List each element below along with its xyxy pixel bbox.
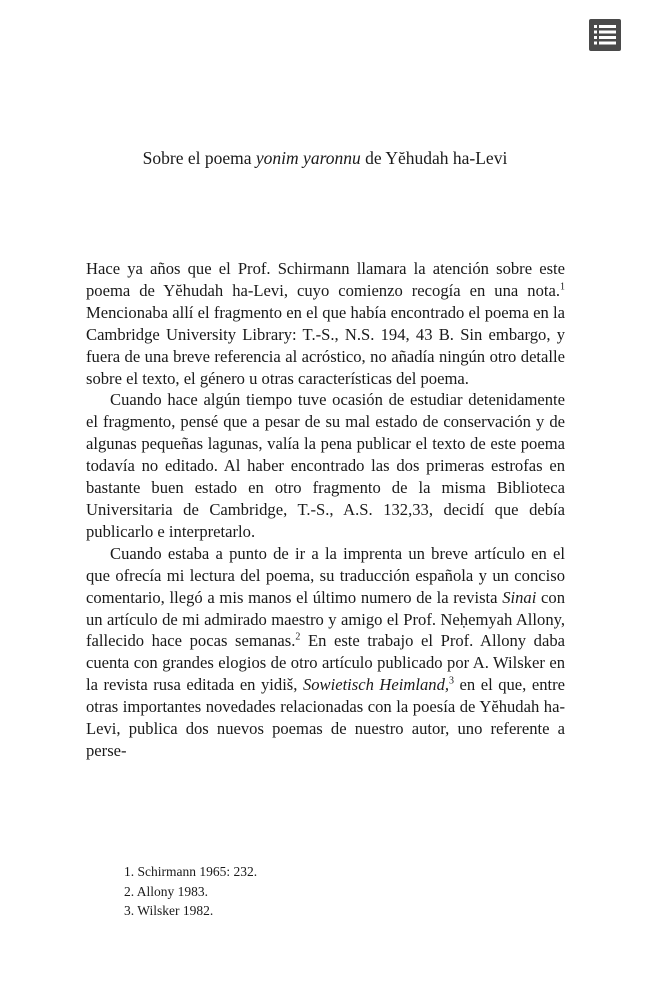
footnote-3: 3. Wilsker 1982. xyxy=(124,903,214,918)
journal-name-sinai: Sinai xyxy=(502,587,537,607)
paragraph-1: Hace ya años que el Prof. Schirmann llamara la atención sobre este poema de Yĕhudah ha-Levi, cuyo comienzo recogía en una nota.$^1$ Mencionaba allí el fragmento en el que había encontrado el poema en la Cambridge University Library: T.-S., N.S. 194, 43 B. Sin embargo, y fuera de una breve referencia al acróstico, no añadía ningún otro detalle sobre el texto, el género u otras características del poema. xyxy=(86,259,565,388)
body-text xyxy=(86,258,565,762)
footnote-ref-3[interactable]: 3 xyxy=(449,675,455,687)
list-menu-icon xyxy=(589,19,621,51)
footnote-ref-2[interactable]: 2 xyxy=(295,631,301,643)
journal-name-sowietisch-heimland: Sowietisch Heimland, xyxy=(302,675,450,695)
poem-title-italic: yonim yaronnu xyxy=(255,148,361,168)
page-title: Sobre el poema yonim yaronnu de Yĕhudah ha-Levi xyxy=(142,148,508,168)
footnotes xyxy=(124,862,257,921)
paragraph-3: Cuando estaba a punto de ir a la imprenta un breve artículo en el que ofrecía mi lectura del poema, su traducción española y un conciso comentario, llegó a mis manos el último numero de la revista Sinai con un artículo de mi admirado maestro y amigo el Prof. Neḥemyah Allony, fallecido hace pocas semanas.$^2$ En este trabajo el Prof. Allony daba cuenta con grandes elogios de otro artículo publicado por A. Wilsker en la revista rusa editada en yidiš, Sowietisch Heimland,$^3$ en el que, entre otras importantes novedades relacionadas con la poesía de Yĕhudah ha-Levi, publica dos nuevos poemas de nuestro autor, uno referente a perse- xyxy=(86,543,565,760)
footnote-1: 1. Schirmann 1965: 232. xyxy=(124,864,258,879)
footnote-ref-1[interactable]: 1 xyxy=(560,281,565,293)
menu-button[interactable] xyxy=(589,19,621,51)
paragraph-2: Cuando hace algún tiempo tuve ocasión de estudiar detenidamente el fragmento, pensé que a pesar de su mal estado de conservación y de algunas pequeñas lagunas, valía la pena publicar el texto de este poema todavía no editado. Al haber encontrado las dos primeras estrofas en bastante buen estado en otro fragmento de la misma Biblioteca Universitaria de Cambridge, T.-S., A.S. 132,33, decidí que debía publicarlo e interpretarlo. xyxy=(86,390,565,541)
footnote-2: 2. Allony 1983. xyxy=(124,883,209,899)
